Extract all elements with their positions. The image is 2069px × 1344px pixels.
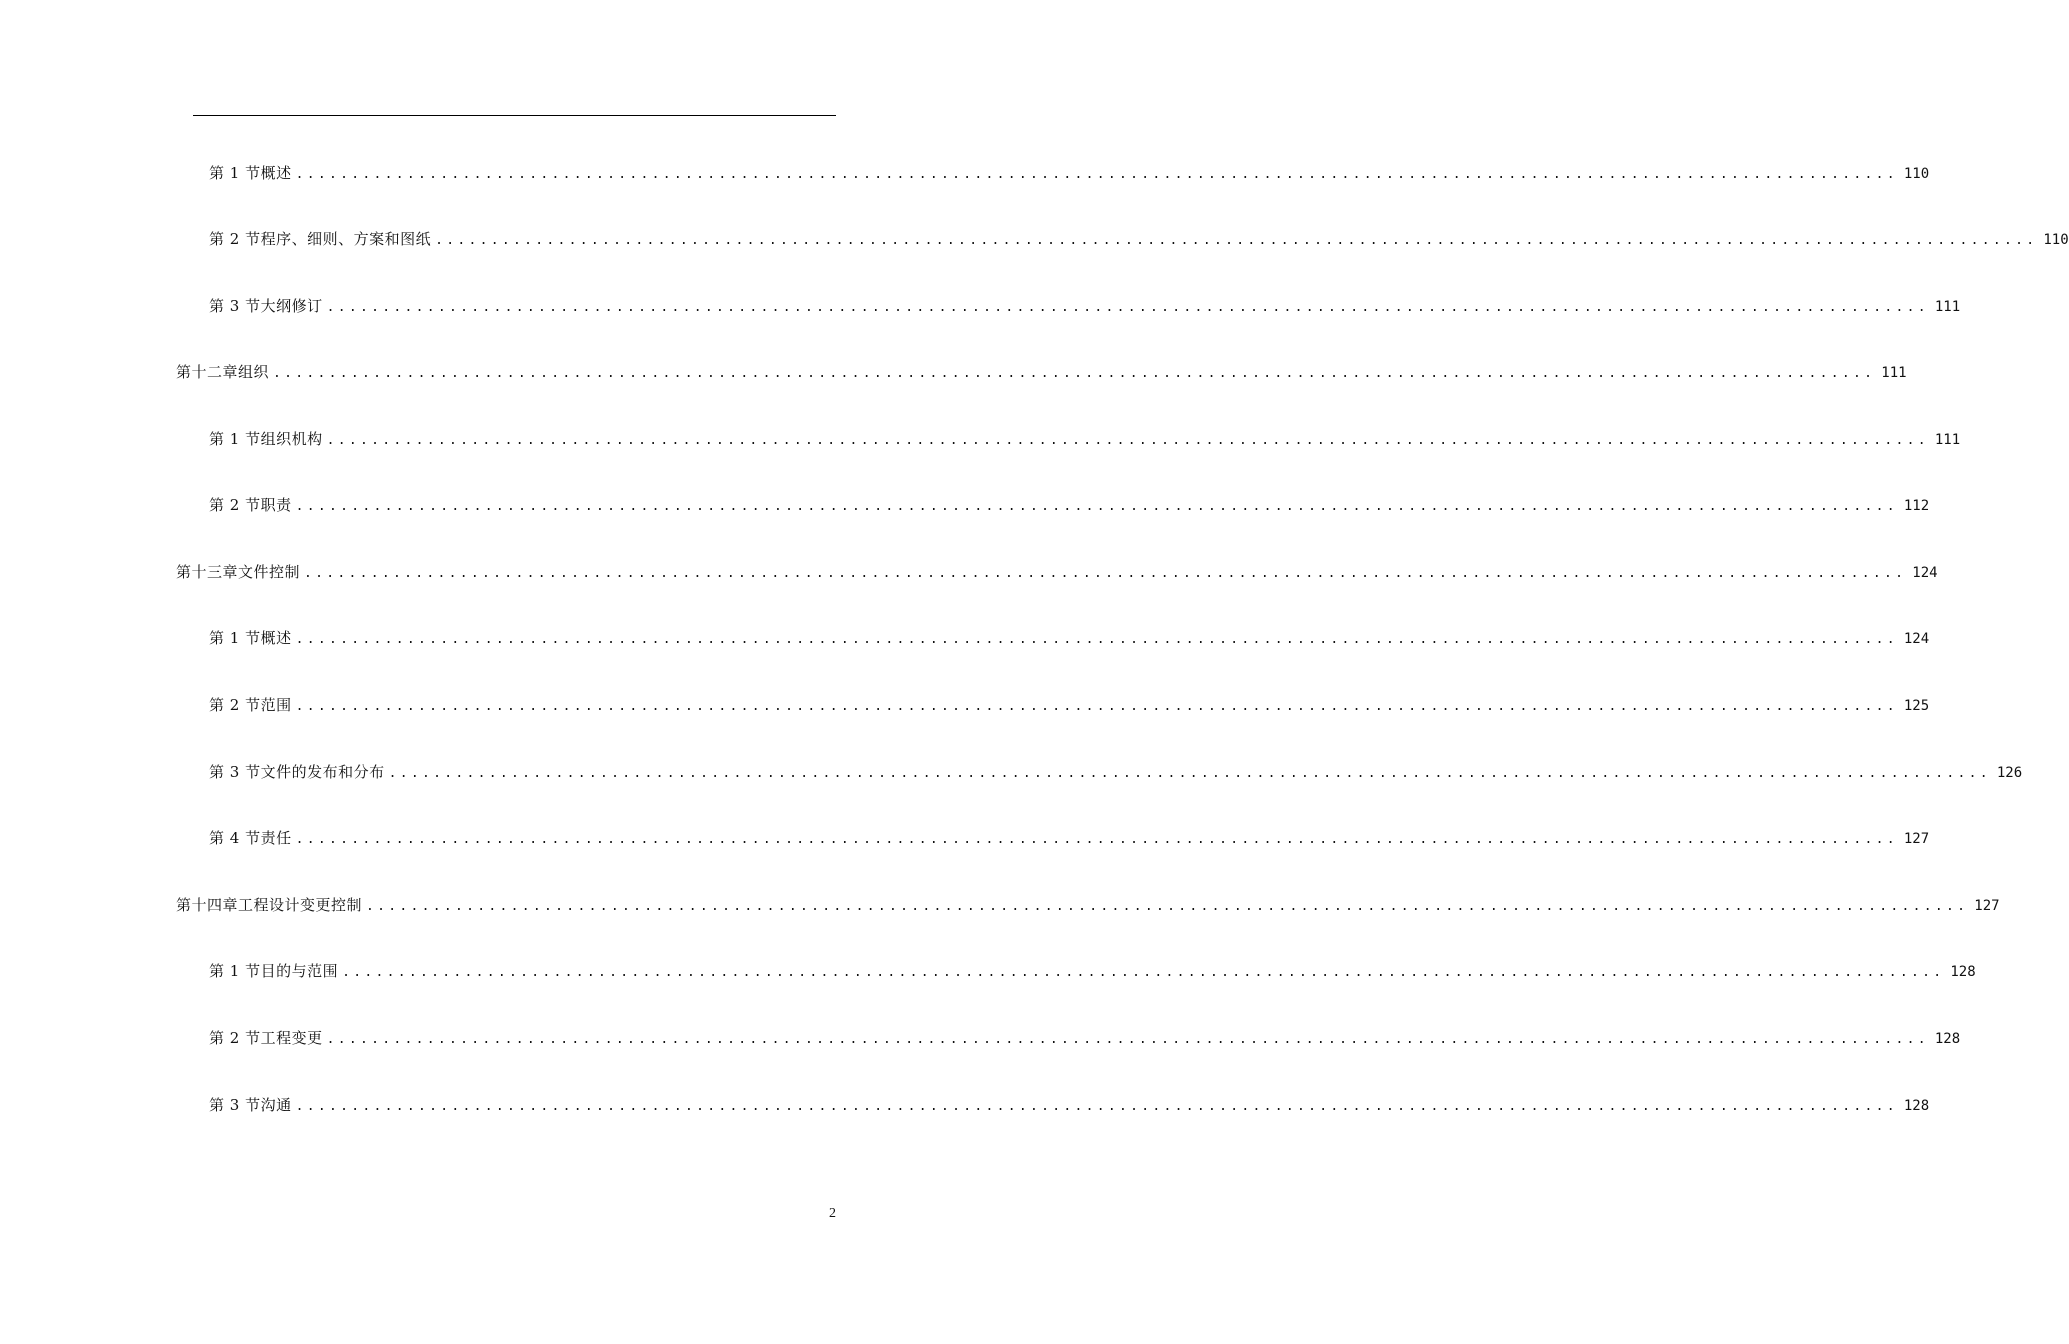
entry-number: 第 4 节 xyxy=(209,829,261,847)
entry-title: 工程变更 xyxy=(260,1029,323,1047)
dot-leader: ................................................................................................................................................ xyxy=(435,233,2038,248)
entry-title: 程序、细则、方案和图纸 xyxy=(260,230,432,248)
dot-leader: ................................................................................................................................................ xyxy=(295,499,1898,514)
dot-leader: ................................................................................................................................................ xyxy=(295,167,1898,182)
entry-number: 第 3 节 xyxy=(209,1096,261,1114)
toc-entry[interactable] xyxy=(0,561,1938,583)
entry-page-number: 111 xyxy=(1881,365,1907,381)
dot-leader: ................................................................................................................................................ xyxy=(295,1099,1898,1114)
entry-title: 范围 xyxy=(260,696,292,714)
dot-leader: ................................................................................................................................................ xyxy=(304,566,1907,581)
entry-number: 第十二章 xyxy=(176,363,239,381)
dot-leader: ................................................................................................................................................ xyxy=(326,433,1929,448)
toc-entry[interactable] xyxy=(0,694,1930,716)
entry-page-number: 128 xyxy=(1934,1031,1961,1047)
toc-entry[interactable] xyxy=(0,361,1907,383)
entry-title: 文件控制 xyxy=(238,563,301,581)
footer-page-number: 2 xyxy=(829,1206,836,1221)
entry-number: 第十四章 xyxy=(176,896,239,914)
entry-title: 概述 xyxy=(260,164,292,182)
toc-entry[interactable] xyxy=(0,894,2000,916)
dot-leader: ................................................................................................................................................ xyxy=(366,899,1969,914)
dot-leader: ................................................................................................................................................ xyxy=(326,1032,1929,1047)
toc-entry[interactable] xyxy=(0,960,1976,982)
entry-title: 组织 xyxy=(238,363,270,381)
entry-number: 第 2 节 xyxy=(209,496,261,514)
entry-number: 第 3 节 xyxy=(209,297,261,315)
dot-leader: ................................................................................................................................................ xyxy=(295,699,1898,714)
dot-leader: ................................................................................................................................................ xyxy=(273,366,1876,381)
toc-entry[interactable] xyxy=(0,827,1930,849)
dot-leader: ................................................................................................................................................ xyxy=(295,632,1898,647)
toc-entry[interactable] xyxy=(0,1094,1930,1116)
dot-leader: ................................................................................................................................................ xyxy=(388,766,1991,781)
toc-entry[interactable] xyxy=(0,162,1930,184)
toc-entry[interactable] xyxy=(0,627,1930,649)
toc-entry[interactable] xyxy=(0,761,2023,783)
entry-page-number: 128 xyxy=(1950,964,1976,980)
toc-entry[interactable] xyxy=(0,228,2069,250)
entry-number: 第 3 节 xyxy=(209,763,261,781)
entry-page-number: 111 xyxy=(1934,432,1961,448)
entry-page-number: 110 xyxy=(2043,232,2069,248)
entry-page-number: 124 xyxy=(1912,565,1938,581)
entry-title: 责任 xyxy=(260,829,292,847)
entry-page-number: 127 xyxy=(1974,898,2000,914)
entry-title: 目的与范围 xyxy=(260,962,339,980)
entry-number: 第 1 节 xyxy=(209,629,261,647)
entry-title: 文件的发布和分布 xyxy=(260,763,385,781)
toc-entry[interactable] xyxy=(0,494,1930,516)
entry-page-number: 128 xyxy=(1903,1098,1930,1114)
entry-number: 第 2 节 xyxy=(209,230,261,248)
entry-page-number: 111 xyxy=(1934,299,1961,315)
entry-number: 第 1 节 xyxy=(209,962,261,980)
toc-entry[interactable] xyxy=(0,295,1961,317)
entry-title: 沟通 xyxy=(260,1096,292,1114)
entry-title: 工程设计变更控制 xyxy=(238,896,363,914)
entry-number: 第 1 节 xyxy=(209,164,261,182)
entry-page-number: 124 xyxy=(1903,631,1930,647)
dot-leader: ................................................................................................................................................ xyxy=(326,300,1929,315)
entry-page-number: 127 xyxy=(1903,831,1930,847)
entry-number: 第十三章 xyxy=(176,563,239,581)
entry-title: 职责 xyxy=(260,496,292,514)
entry-title: 大纲修订 xyxy=(260,297,323,315)
toc-entry[interactable] xyxy=(0,428,1961,450)
entry-page-number: 110 xyxy=(1903,166,1930,182)
entry-number: 第 2 节 xyxy=(209,1029,261,1047)
header-rule xyxy=(193,115,836,116)
entry-title: 概述 xyxy=(260,629,292,647)
toc-entry[interactable] xyxy=(0,1027,1961,1049)
entry-number: 第 2 节 xyxy=(209,696,261,714)
entry-page-number: 125 xyxy=(1903,698,1930,714)
entry-page-number: 126 xyxy=(1996,765,2023,781)
entry-number: 第 1 节 xyxy=(209,430,261,448)
entry-title: 组织机构 xyxy=(260,430,323,448)
dot-leader: ................................................................................................................................................ xyxy=(342,965,1945,980)
entry-page-number: 112 xyxy=(1903,498,1930,514)
dot-leader: ................................................................................................................................................ xyxy=(295,832,1898,847)
